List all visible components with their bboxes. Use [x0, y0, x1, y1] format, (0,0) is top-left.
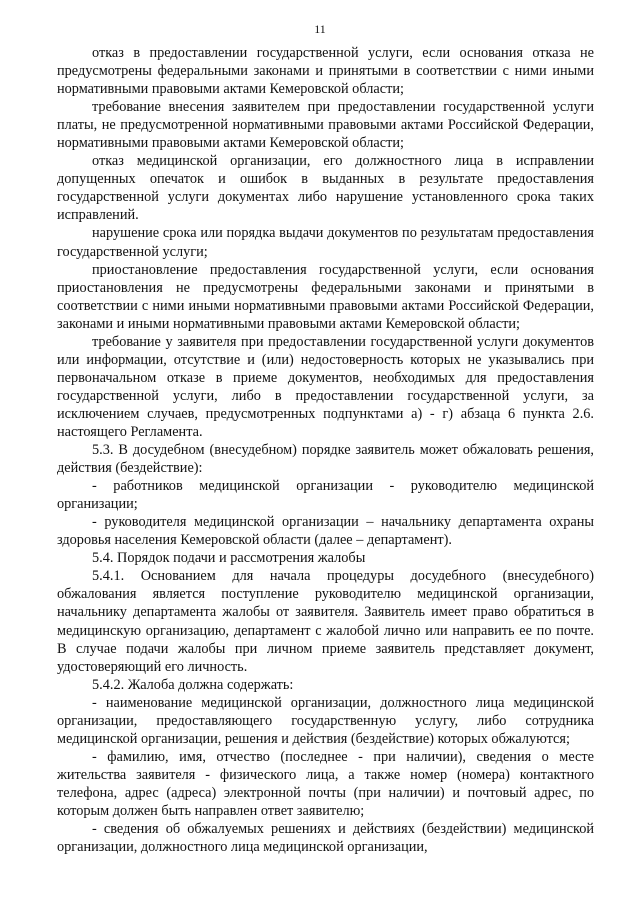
document-body	[57, 44, 594, 856]
paragraph-section-5-4-2: 5.4.2. Жалоба должна содержать:	[92, 676, 294, 693]
list-item-appealed-decisions: - сведения об обжалуемых решениях и действиях (бездействии) медицинской организации, должностного лица медицинской организации,	[57, 821, 594, 856]
section-heading-5-4: 5.4. Порядок подачи и рассмотрения жалобы	[92, 550, 366, 567]
paragraph-section-5-4-1: 5.4.1. Основанием для начала процедуры досудебного (внесудебного) обжалования является поступление руководителю медицинской организации, начальнику департамента жалобы от заявителя. Заявитель имеет право обратиться в медицинскую организацию, департамент с жалобой лично или направить ее по почте. В случае подачи жалобы при личном приеме заявитель представляет документ, удостоверяющий его личность.	[57, 568, 594, 675]
paragraph-deadline-violation: нарушение срока или порядка выдачи документов по результатам предоставления государственной услуги;	[57, 225, 594, 260]
paragraph-section-5-3: 5.3. В досудебном (внесудебном) порядке заявитель может обжаловать решения, действия (бездействие):	[57, 442, 594, 477]
paragraph-refusal-not-provided: отказ в предоставлении государственной услуги, если основания отказа не предусмотрены федеральными законами и принятыми в соответствии с ними иными нормативными правовыми актами Кемеровской области;	[57, 45, 594, 98]
list-item-head: - руководителя медицинской организации – начальнику департамента охраны здоровья населения Кемеровской области (далее – департамент).	[57, 514, 594, 549]
page-number: 11	[314, 22, 326, 36]
paragraph-correction-refusal: отказ медицинской организации, его должностного лица в исправлении допущенных опечаток и ошибок в выданных в результате предоставления государственной услуги документах либо нарушение установленного срока таких исправлений.	[57, 153, 594, 224]
list-item-organization-name: - наименование медицинской организации, должностного лица медицинской организации, предоставляющего государственную услугу, либо сотрудника медицинской организации, решения и действия (бездействие) которых обжалуются;	[57, 694, 594, 747]
paragraph-suspension: приостановление предоставления государственной услуги, если основания приостановления не предусмотрены федеральными законами и принятыми в соответствии с ними иными нормативными правовыми актами Российской Федерации, законами и иными нормативными правовыми актами Кемеровской области;	[57, 261, 594, 332]
list-item-employees: - работников медицинской организации - руководителю медицинской организации;	[57, 478, 594, 513]
paragraph-document-requirement: требование у заявителя при предоставлении государственной услуги документов или информации, отсутствие и (или) недостоверность которых не указывались при первоначальном отказе в приеме документов, необходимых для предоставления государственной услуги, либо в предоставлении государственной услуги, за исключением случаев, предусмотренных подпунктами а) - г) абзаца 6 пункта 2.6. настоящего Регламента.	[57, 333, 594, 440]
list-item-applicant-details: - фамилию, имя, отчество (последнее - при наличии), сведения о месте жительства заявителя - физического лица, а также номер (номера) контактного телефона, адрес (адреса) электронной почты (при наличии) и почтовый адрес, по которым должен быть направлен ответ заявителю;	[57, 748, 594, 819]
paragraph-fee-requirement: требование внесения заявителем при предоставлении государственной услуги платы, не предусмотренной нормативными правовыми актами Российской Федерации, нормативными правовыми актами Кемеровской области;	[57, 99, 594, 152]
